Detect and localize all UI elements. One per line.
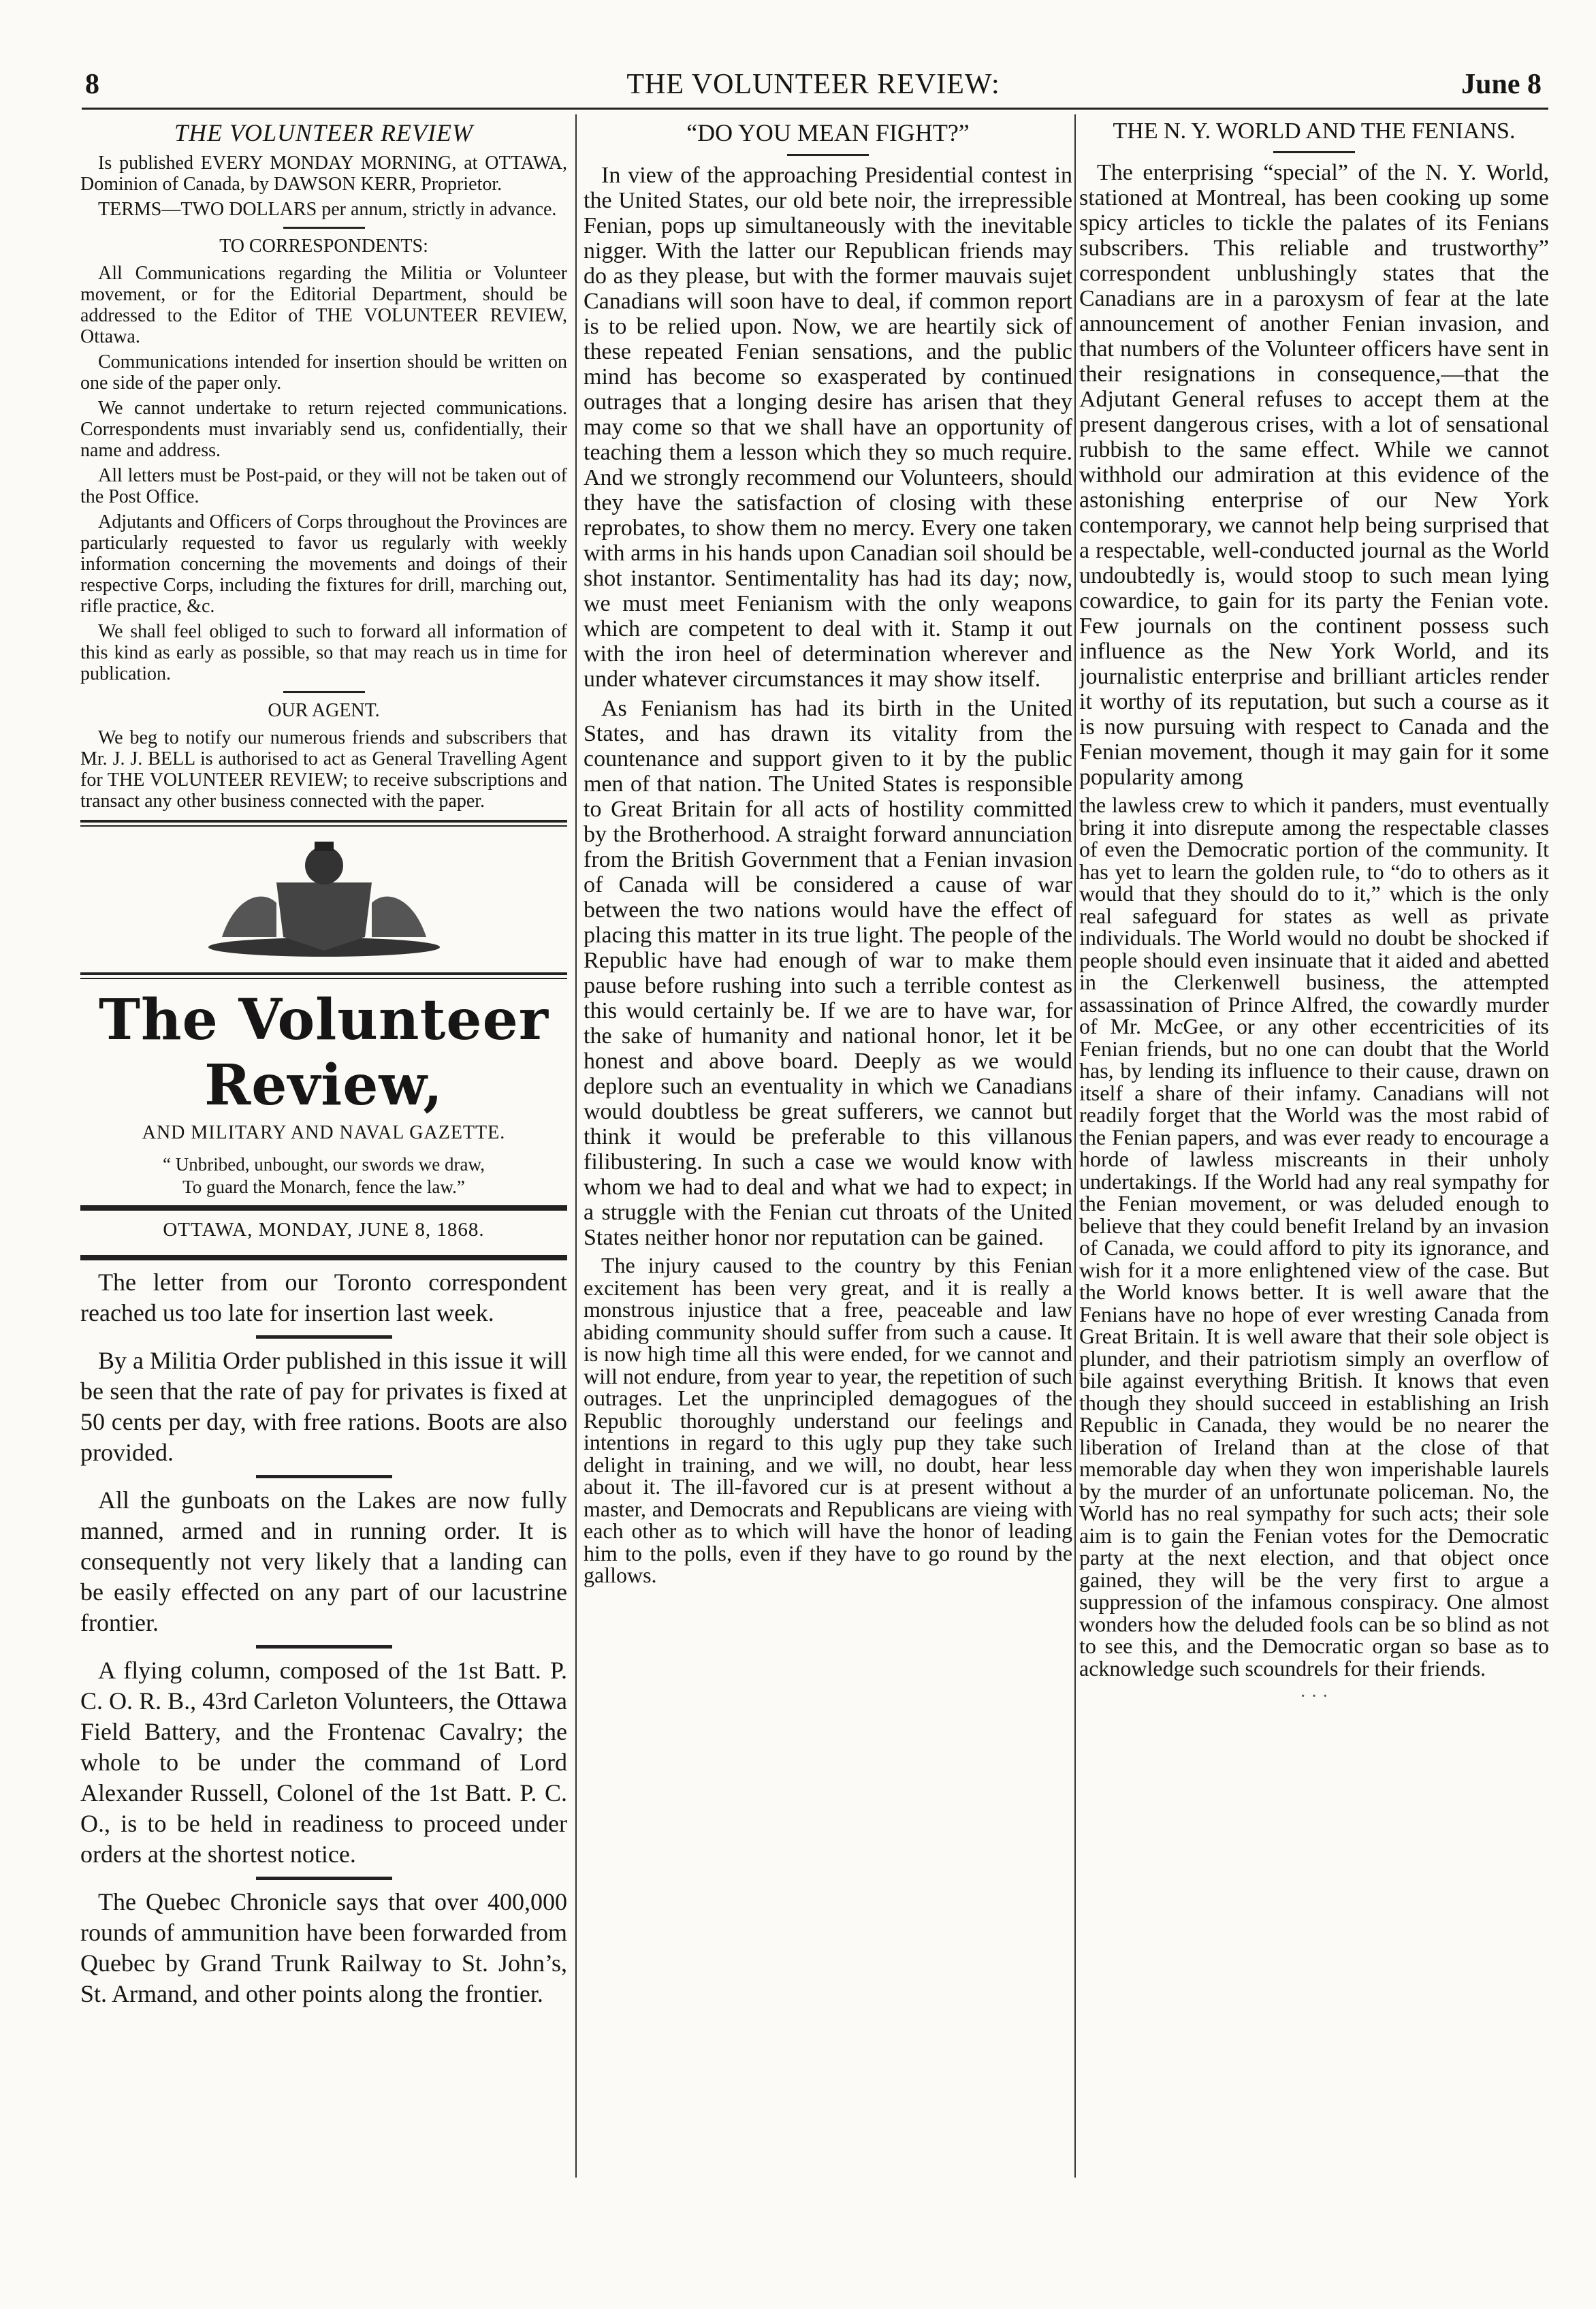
divider — [256, 1877, 392, 1880]
agent-para: We beg to notify our numerous friends and subscribers that Mr. J. J. BELL is authorised to act as General Travelling Agent for THE VOLUNTEER REVIEW; to receive subscriptions and transact any other business connected with the paper. — [80, 727, 567, 812]
news-item: All the gunboats on the Lakes are now fully manned, armed and in running order. It is consequently not very likely that a landing can be easily effected on any part of our lacustrine frontier. — [80, 1486, 567, 1636]
article-paragraph: In view of the approaching Presidential contest in the United States, our old bete noir, the irrepressible Fenian, pops up simultaneously with the inevitable nigger. With the latter our Republican friends may do as they please, but with the former mauvais sujet Canadians will soon have to deal, if common report is to be relied upon. Now, we are heartily sick of these repeated Fenian sensations, and the public mind has become so exasperated by continued outrages that a longing desire has arisen that they may come so that we shall have an opportunity of teaching them a lesson which they so much require. And we strongly recommend our Volunteers, should they have the satisfaction of closing with these reprobates, to show them no mercy. Every one taken with arms in his hands upon Canadian soil should be shot instantor. Sentimentality has had its day; now, we must meet Fenianism with the only weapons which are competent to deal with it. Stamp it out with the iron heel of determination wherever and under whatever circumstances it may show itself. — [584, 163, 1072, 692]
print-specks: · · · — [1300, 1686, 1328, 1707]
correspondents-para: We cannot undertake to return rejected communications. Correspondents must invariably send us, confidentially, their name and address. — [80, 398, 567, 461]
divider — [256, 1475, 392, 1478]
running-date: June 8 — [1461, 69, 1542, 100]
correspondents-para: All Communications regarding the Militia or Volunteer movement, or for the Editorial Department, should be addressed to the Editor of THE VOLUNTEER REVIEW, Ottawa. — [80, 263, 567, 347]
page-number: 8 — [85, 69, 99, 100]
article-paragraph: The injury caused to the country by this Fenian excitement has been very great, and it is really a monstrous injustice that a free, peaceable and law abiding community should suffer from such a cause. It is now high time all this were ended, for we cannot and will not endure, from year to year, the repetition of such outrages. Let the unprincipled demagogues of the Republic thoroughly understand our feelings and intentions in regard to this ugly pup they take such delight in training, and we will, no doubt, hear less about it. The ill-favored cur is at present without a master, and Democrats and Republicans are vieing with each other as to which will have the honor of leading him to the polls, even if they have to go round by the gallows. — [584, 1253, 1072, 1587]
column-2 — [584, 114, 1072, 2174]
divider — [283, 227, 365, 229]
correspondents-para: All letters must be Post-paid, or they will not be taken out of the Post Office. — [80, 465, 567, 507]
running-title: THE VOLUNTEER REVIEW: — [626, 69, 1000, 100]
column-divider-1 — [575, 114, 577, 2178]
column-divider-2 — [1074, 114, 1076, 2178]
article-paragraph: As Fenianism has had its birth in the United States, and has drawn its vitality from the countenance and support given to it by the public men of that nation. The United States is responsible to Great Britain for all acts of hostility committed by the Brotherhood. A straight forward annunciation from the British Government that a Fenian invasion of Canada will be considered a cause of war between the two nations would have the effect of placing this matter in its true light. The people of the Republic have had enough of war to make them pause before rushing into such a terrible contest as this would certainly be. If we are to have war, for the sake of humanity and national honor, let it be honest and above board. Deeply as we would deplore such an eventuality in which we Canadians would doubtless be great sufferers, we cannot but think it would be preferable to this villanous filibustering. In such a case we would know with whom we had to deal and what we had to expect; in a struggle with the Fenian cut throats of the United States neither honor nor reputation can be gained. — [584, 696, 1072, 1250]
page-header — [85, 68, 1542, 109]
divider — [256, 1645, 392, 1649]
divider — [256, 1335, 392, 1339]
divider — [787, 154, 869, 156]
motto-line-1: “ Unbribed, unbought, our swords we draw, — [163, 1154, 485, 1175]
terms: TERMS—TWO DOLLARS per annum, strictly in advance. — [98, 199, 557, 220]
royal-crest-emblem — [195, 835, 453, 964]
news-item: The Quebec Chronicle says that over 400,000 rounds of ammunition have been forwarded from Quebec by Grand Trunk Railway to St. John’s, St. Armand, and other points along the frontier. — [80, 1888, 567, 2007]
correspondents-heading: TO CORRESPONDENTS: — [219, 236, 428, 257]
article-paragraph: The enterprising “special” of the N. Y. World, stationed at Montreal, has been cooking up some spicy articles to tickle the palates of its Fenians subscribers. This reliable and trustworthy” correspondent unblushingly states that the Canadians are in a paroxysm of fear at the late announcement of another Fenian invasion, and that numbers of the Volunteer officers have sent in their resignations in consequence,—that the Adjutant General refuses to accept them at the present dangerous crises, with a lot of sensational rubbish to the same effect. While we cannot withhold our admiration at this evidence of the astonishing enterprise of our New York contemporary, we cannot help being surprised that a respectable, well-conducted journal as the World undoubtedly is, would stoop to such mean lying cowardice, to gain for its party the Fenian vote. Few journals on the continent possess such influence as the New York World, and its journalistic enterprise and brilliant articles render it worthy of its reputation, but such a course as it is now pursuing with respect to Canada and the Fenian movement, though it may gain for it some popularity among — [1079, 160, 1549, 790]
publish-info: Is published EVERY MONDAY MORNING, at OTTAWA, Dominion of Canada, by DAWSON KERR, Proprietor. — [80, 153, 567, 195]
correspondents-para: Adjutants and Officers of Corps throughout the Provinces are particularly requested to favor us regularly with weekly information concerning the movements and doings of their respective Corps, including the fixtures for drill, marching out, rifle practice, &c. — [80, 511, 567, 617]
masthead-title: The Volunteer Review, — [99, 987, 549, 1118]
article-heading: “DO YOU MEAN FIGHT?” — [686, 119, 970, 146]
rule — [80, 1255, 567, 1260]
agent-heading: OUR AGENT. — [268, 700, 380, 721]
news-item: A flying column, composed of the 1st Batt. P. C. O. R. B., 43rd Carleton Volunteers, the Ottawa Field Battery, and the Frontenac Cavalry; the whole to be under the command of Lord Alexander Russell, Colonel of the 1st Batt. P. C. O., is to be held in readiness to proceed under orders at the shortest notice. — [80, 1657, 567, 1868]
rule — [80, 1205, 567, 1211]
column-1-heading: THE VOLUNTEER REVIEW — [174, 119, 473, 146]
masthead-subtitle: AND MILITARY AND NAVAL GAZETTE. — [142, 1122, 506, 1143]
dateline: OTTAWA, MONDAY, JUNE 8, 1868. — [163, 1219, 485, 1241]
double-rule — [80, 972, 567, 979]
double-rule — [80, 820, 567, 827]
article-heading: THE N. Y. WORLD AND THE FENIANS. — [1113, 118, 1516, 144]
column-3 — [1079, 114, 1549, 2174]
correspondents-para: Communications intended for insertion should be written on one side of the paper only. — [80, 351, 567, 394]
motto-line-2: To guard the Monarch, fence the law.” — [182, 1177, 465, 1197]
article-paragraph: the lawless crew to which it panders, must eventually bring it into disrepute among the respectable classes of even the Democratic portion of the community. It has yet to learn the golden rule, to “do to others as it would that they should do to it,” which is the only real safeguard for states as well as private individuals. The World would no doubt be shocked if people should even insinuate that it aided and abetted in the Clerkenwell business, the attempted assassination of Prince Alfred, the cowardly murder of Mr. McGee, or any other eccentricities of its Fenian friends, but no one can doubt that the World has, by lending its influence to their cause, drawn on itself a share of their infamy. Canadians will not readily forget that the World was the most rabid of the Fenian papers, and was ever ready to encourage a horde of lawless miscreants in their unholy undertakings. If the World had any real sympathy for the Fenian movement, or was deluded enough to believe that they could benefit Ireland by an invasion of Canada, we could afford to pity its ignorance, and wish for it a more enlightened view of the case. But the World knows better. It is well aware that the Fenians have no hope of ever wresting Canada from Great Britain. It is well aware that their sole object is plunder, and their patriotism simply an overflow of bile against everything British. It knows that even though they should succeed in establishing an Irish Republic in Canada, they would be no nearer the liberation of Ireland than at the close of that memorable day when they won imperishable laurels by the murder of an unfortunate policeman. No, the World has no real sympathy for such acts; their sole aim is to gain the Fenian votes for the Democratic party at the next election, and that object once gained, they will be the very first to argue a suppression of the infamous conspiracy. One almost wonders how the deluded fools can be so blind as not to see this, and the Democratic organ so base as to acknowledge such scoundrels for their friends. — [1079, 793, 1549, 1681]
divider — [1273, 151, 1355, 153]
divider — [283, 691, 365, 693]
column-1 — [80, 114, 567, 2174]
correspondents-para: We shall feel obliged to such to forward all information of this kind as early as possible, so that may reach us in time for publication. — [80, 621, 567, 684]
news-item: By a Militia Order published in this issue it will be seen that the rate of pay for privates is fixed at 50 cents per day, with free rations. Boots are also provided. — [80, 1347, 567, 1466]
news-item: The letter from our Toronto correspondent reached us too late for insertion last week. — [80, 1269, 567, 1326]
motto — [80, 1153, 567, 1198]
header-rule — [82, 108, 1548, 110]
